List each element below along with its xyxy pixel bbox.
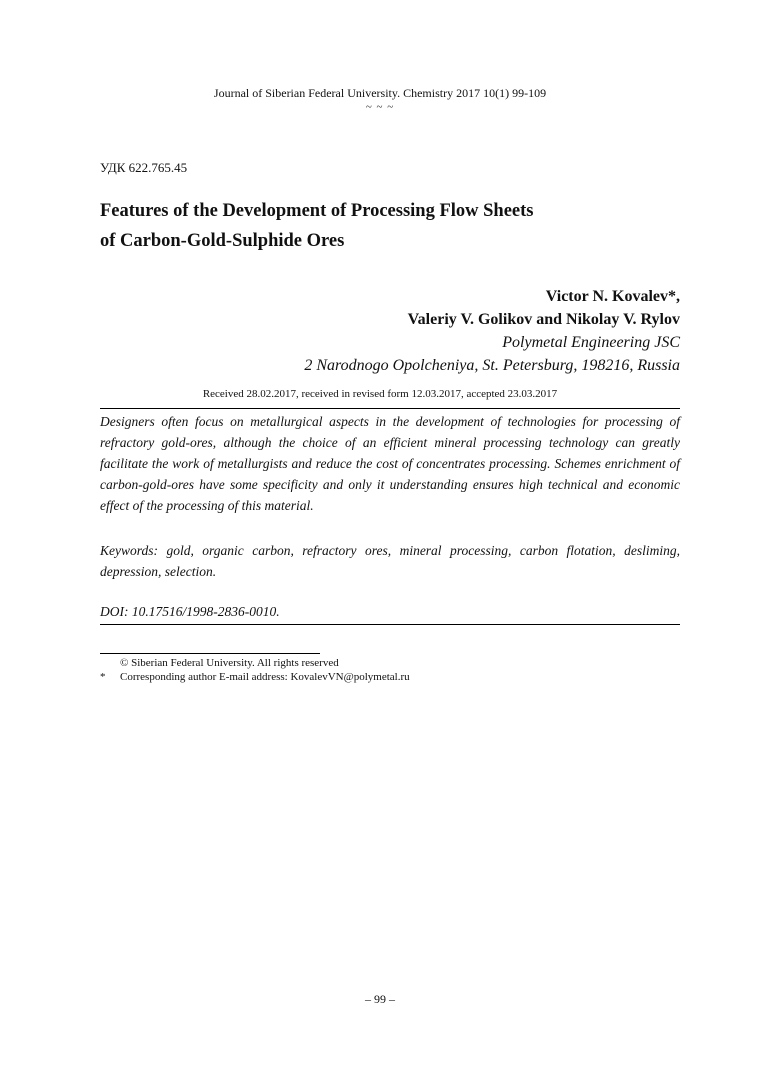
authors-line-2: Valeriy V. Golikov and Nikolay V. Rylov <box>407 311 680 328</box>
affiliation: Polymetal Engineering JSC <box>502 334 680 351</box>
udk-code: УДК 622.765.45 <box>100 160 188 175</box>
title-line-1: Features of the Development of Processing Flow Sheets <box>100 201 534 221</box>
abstract-text: Designers often focus on metallurgical aspects in the development of technologies for processing of refractory gold-ores, although the choice of an efficient mineral processing technology can greatly facilitate the work of metallurgists and reduce the cost of concentrates processing. Schemes enrichment of carbon-gold-ores have some specificity and only it understanding ensures high technical and economic effect of the processing of this material. <box>100 414 680 513</box>
received-dates: Received 28.02.2017, received in revised form 12.03.2017, accepted 23.03.2017 <box>202 388 558 400</box>
journal-header: Journal of Siberian Federal University. Chemistry 2017 10(1) 99-109 <box>213 86 547 100</box>
abstract-top-rule <box>100 408 680 409</box>
footnote-corresponding <box>100 671 410 683</box>
title-line-2: of Carbon-Gold-Sulphide Ores <box>100 231 345 251</box>
doi: DOI: 10.17516/1998-2836-0010. <box>100 604 280 619</box>
corresponding-text: Corresponding author E-mail address: KovalevVN@polymetal.ru <box>120 671 410 683</box>
address: 2 Narodnogo Opolcheniya, St. Petersburg, 198216, Russia <box>304 357 680 374</box>
copyright-text: © Siberian Federal University. All rights reserved <box>120 657 339 669</box>
footnote-copyright <box>100 657 339 669</box>
keywords: Keywords: gold, organic carbon, refractory ores, mineral processing, carbon flotation, desliming, depression, selection. <box>100 543 680 579</box>
article-title <box>100 196 660 256</box>
authors-line-1: Victor N. Kovalev*, <box>545 288 680 305</box>
header-ornament: ~ ~ ~ <box>365 101 395 113</box>
footnote-rule <box>100 653 320 654</box>
page-number: – 99 – <box>365 992 395 1006</box>
author-block <box>304 285 680 377</box>
footnote-mark: * <box>100 671 106 683</box>
abstract-bottom-rule <box>100 624 680 625</box>
